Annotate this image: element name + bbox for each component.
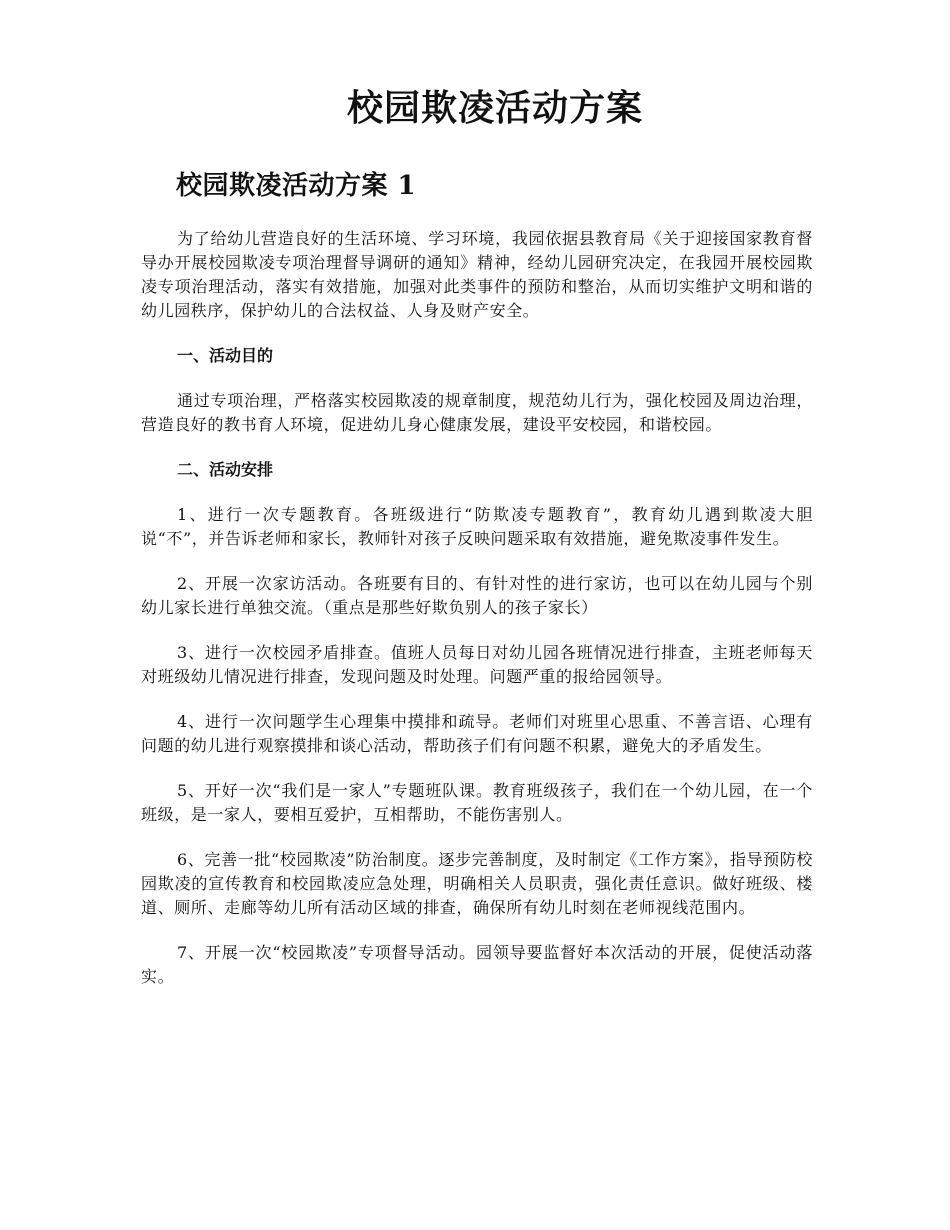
document-body: [141, 227, 813, 1010]
document-title: 校园欺凌活动方案: [346, 87, 643, 129]
section-title: 校园欺凌活动方案 1: [176, 171, 417, 201]
intro-paragraph: 为了给幼儿营造良好的生活环境、学习环境，我园依据县教育局《关于迎接国家教育督导办开展校园欺凌专项治理督导调研的通知》精神，经幼儿园研究决定，在我园开展校园欺凌专项治理活动，落实有效措施，加强对此类事件的预防和整治，从而切实维护文明和谐的幼儿园秩序，保护幼儿的合法权益、人身及财产安全。: [141, 229, 813, 320]
purpose-paragraph: 通过专项治理，严格落实校园欺凌的规章制度，规范幼儿行为，强化校园及周边治理，营造良好的教书育人环境，促进幼儿身心健康发展，建设平安校园，和谐校园。: [141, 391, 813, 434]
heading-arrangement: 二、活动安排: [177, 460, 274, 479]
arrangement-item: 4、进行一次问题学生心理集中摸排和疏导。老师们对班里心思重、不善言语、心理有问题的幼儿进行观察摸排和谈心活动，帮助孩子们有问题不积累，避免大的矛盾发生。: [141, 712, 813, 755]
arrangement-item: 1、进行一次专题教育。各班级进行“防欺凌专题教育”，教育幼儿遇到欺凌大胆说“不”，并告诉老师和家长，教师针对孩子反映问题采取有效措施，避免欺凌事件发生。: [141, 505, 813, 548]
arrangement-item: 3、进行一次校园矛盾排查。值班人员每日对幼儿园各班情况进行排查，主班老师每天对班级幼儿情况进行排查，发现问题及时处理。问题严重的报给园领导。: [141, 643, 813, 686]
arrangement-item: 6、完善一批“校园欺凌”防治制度。逐步完善制度，及时制定《工作方案》，指导预防校园欺凌的宣传教育和校园欺凌应急处理，明确相关人员职责，强化责任意识。做好班级、楼道、厕所、走廊等幼儿所有活动区域的排查，确保所有幼儿时刻在老师视线范围内。: [141, 850, 813, 917]
arrangement-item: 2、开展一次家访活动。各班要有目的、有针对性的进行家访，也可以在幼儿园与个别幼儿家长进行单独交流。（重点是那些好欺负别人的孩子家长）: [141, 574, 813, 617]
heading-purpose: 一、活动目的: [177, 346, 274, 365]
arrangement-item: 7、开展一次“校园欺凌”专项督导活动。园领导要监督好本次活动的开展，促使活动落实。: [141, 943, 813, 986]
arrangement-item: 5、开好一次“我们是一家人”专题班队课。教育班级孩子，我们在一个幼儿园，在一个班级，是一家人，要相互爱护，互相帮助，不能伤害别人。: [141, 781, 813, 824]
